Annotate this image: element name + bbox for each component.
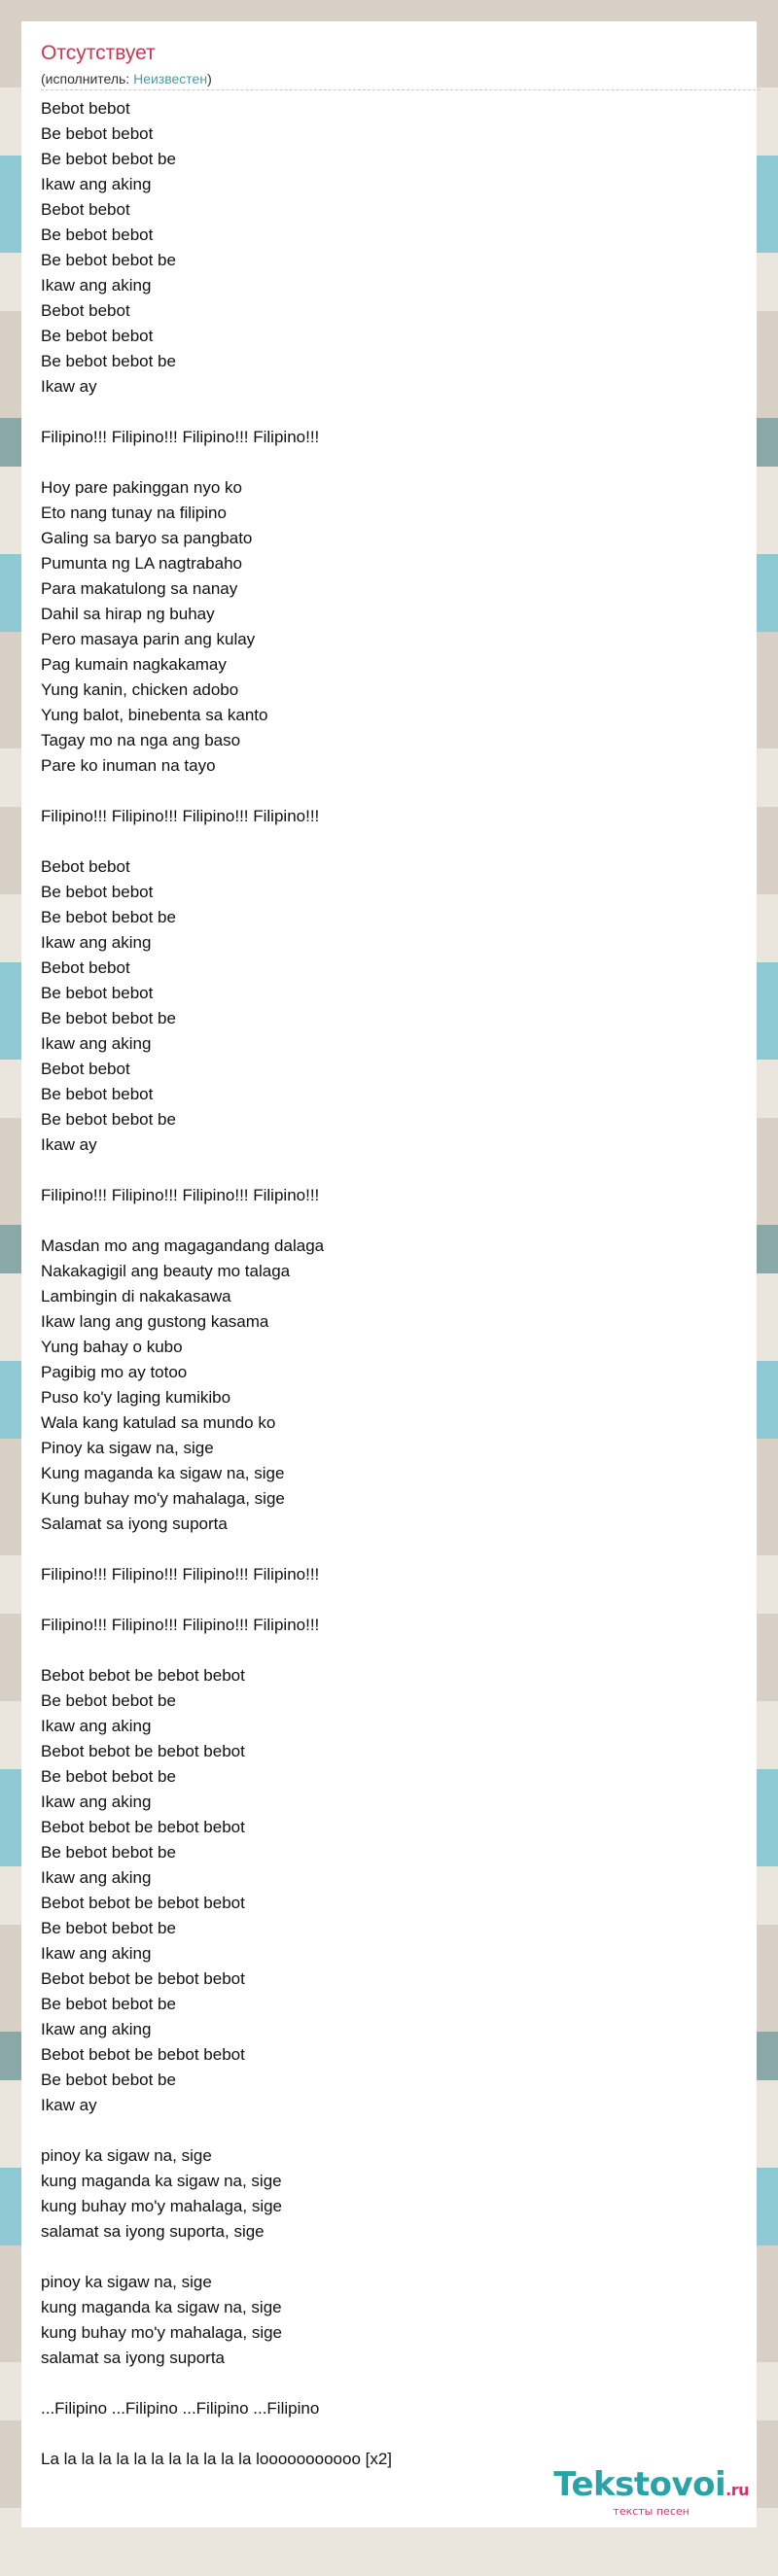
- lyrics-line: Bebot bebot: [41, 1060, 130, 1078]
- lyrics-line: Be bebot bebot: [41, 124, 154, 143]
- lyrics-line: Eto nang tunay na filipino: [41, 504, 227, 522]
- lyrics-line: Pero masaya parin ang kulay: [41, 630, 256, 648]
- lyrics-blank-line: [41, 2421, 737, 2447]
- lyrics-line: kung maganda ka sigaw na, sige: [41, 2172, 282, 2190]
- lyrics-line: Galing sa baryo sa pangbato: [41, 529, 253, 547]
- lyrics-line: Nakakagigil ang beauty mo talaga: [41, 1262, 291, 1280]
- lyrics-line: Filipino!!! Filipino!!! Filipino!!! Filipino!!!: [41, 1616, 320, 1634]
- lyrics-blank-line: [41, 2245, 737, 2270]
- lyrics-line: Be bebot bebot be: [41, 1995, 176, 2013]
- lyrics-line: ...Filipino ...Filipino ...Filipino ...Filipino: [41, 2399, 320, 2418]
- lyrics-line: Ikaw ay: [41, 1135, 97, 1154]
- lyrics-line: Tagay mo na nga ang baso: [41, 731, 241, 749]
- lyrics-line: Hoy pare pakinggan nyo ko: [41, 478, 242, 497]
- lyrics-blank-line: [41, 1537, 737, 1562]
- lyrics-line: kung maganda ka sigaw na, sige: [41, 2298, 282, 2316]
- lyrics-line: Be bebot bebot be: [41, 1843, 176, 1862]
- lyrics-line: Bebot bebot be bebot bebot: [41, 2045, 245, 2064]
- lyrics-line: Ikaw ang aking: [41, 1793, 152, 1811]
- lyrics-line: Bebot bebot: [41, 99, 130, 118]
- lyrics-blank-line: [41, 829, 737, 854]
- lyrics-line: salamat sa iyong suporta, sige: [41, 2222, 265, 2241]
- lyrics-line: Ikaw ay: [41, 2096, 97, 2114]
- lyrics-line: Kung buhay mo'y mahalaga, sige: [41, 1489, 285, 1508]
- lyrics-line: Pagibig mo ay totoo: [41, 1363, 188, 1381]
- lyrics-line: kung buhay mo'y mahalaga, sige: [41, 2323, 283, 2342]
- lyrics-line: Pumunta ng LA nagtrabaho: [41, 554, 242, 573]
- lyrics-line: Ikaw ang aking: [41, 2020, 152, 2038]
- logo-tagline: тексты песен: [613, 2505, 690, 2518]
- site-logo[interactable]: [553, 2467, 749, 2518]
- lyrics-line: Ikaw ang aking: [41, 1717, 152, 1735]
- lyrics-blank-line: [41, 400, 737, 425]
- lyrics-line: Yung balot, binebenta sa kanto: [41, 706, 268, 724]
- lyrics-line: Pinoy ka sigaw na, sige: [41, 1439, 214, 1457]
- lyrics-line: Filipino!!! Filipino!!! Filipino!!! Filipino!!!: [41, 1565, 320, 1584]
- song-title: Отсутствует: [41, 42, 156, 64]
- lyrics-line: Ikaw lang ang gustong kasama: [41, 1312, 269, 1331]
- artist-link[interactable]: Неизвестен: [133, 71, 208, 87]
- lyrics-line: Yung bahay o kubo: [41, 1338, 183, 1356]
- lyrics-line: pinoy ka sigaw na, sige: [41, 2273, 212, 2291]
- lyrics-line: Lambingin di nakakasawa: [41, 1287, 231, 1305]
- lyrics-line: Be bebot bebot be: [41, 908, 176, 926]
- lyrics-line: Ikaw ang aking: [41, 1868, 152, 1887]
- lyrics-line: Be bebot bebot: [41, 883, 154, 901]
- logo-tld: .ru: [725, 2481, 749, 2499]
- lyrics-line: Be bebot bebot be: [41, 1767, 176, 1786]
- lyrics-line: Be bebot bebot be: [41, 1009, 176, 1027]
- lyrics-line: Be bebot bebot be: [41, 150, 176, 168]
- artist-suffix: ): [207, 71, 212, 87]
- lyrics-line: Bebot bebot: [41, 200, 130, 219]
- lyrics-line: Bebot bebot: [41, 857, 130, 876]
- lyrics-blank-line: [41, 779, 737, 804]
- lyrics-line: Masdan mo ang magagandang dalaga: [41, 1236, 325, 1255]
- lyrics-line: Wala kang katulad sa mundo ko: [41, 1413, 276, 1432]
- logo-wordmark: [553, 2467, 749, 2508]
- lyrics-blank-line: [41, 2371, 737, 2396]
- lyrics-line: Bebot bebot be bebot bebot: [41, 1666, 245, 1685]
- lyrics-line: Kung maganda ka sigaw na, sige: [41, 1464, 285, 1482]
- lyrics-line: Ikaw ay: [41, 377, 97, 396]
- lyrics-line: Ikaw ang aking: [41, 933, 152, 952]
- logo-main-text: Tekstovoi: [553, 2465, 726, 2504]
- lyrics-line: Bebot bebot be bebot bebot: [41, 1742, 245, 1760]
- lyrics-line: Be bebot bebot: [41, 327, 154, 345]
- lyrics-line: Ikaw ang aking: [41, 175, 152, 193]
- lyrics-line: Ikaw ang aking: [41, 276, 152, 295]
- artist-line: [41, 70, 760, 90]
- lyrics-blank-line: [41, 1158, 737, 1183]
- lyrics-line: Be bebot bebot be: [41, 1110, 176, 1129]
- lyrics-line: Ikaw ang aking: [41, 1034, 152, 1053]
- artist-prefix: (исполнитель:: [41, 71, 134, 87]
- lyrics-line: Pag kumain nagkakamay: [41, 655, 227, 674]
- lyrics-line: pinoy ka sigaw na, sige: [41, 2146, 212, 2165]
- lyrics-line: Bebot bebot: [41, 301, 130, 320]
- lyrics-text: [41, 96, 737, 2472]
- lyrics-card: [21, 21, 757, 2527]
- lyrics-line: Ikaw ang aking: [41, 1944, 152, 1963]
- lyrics-blank-line: [41, 2118, 737, 2143]
- lyrics-line: Filipino!!! Filipino!!! Filipino!!! Filipino!!!: [41, 1186, 320, 1204]
- lyrics-line: Bebot bebot be bebot bebot: [41, 1894, 245, 1912]
- lyrics-line: salamat sa iyong suporta: [41, 2349, 225, 2367]
- lyrics-line: Be bebot bebot be: [41, 251, 176, 269]
- lyrics-line: Bebot bebot be bebot bebot: [41, 1818, 245, 1836]
- lyrics-line: Filipino!!! Filipino!!! Filipino!!! Filipino!!!: [41, 428, 320, 446]
- lyrics-line: Be bebot bebot be: [41, 1691, 176, 1710]
- lyrics-line: Be bebot bebot be: [41, 2071, 176, 2089]
- lyrics-line: Puso ko'y laging kumikibo: [41, 1388, 231, 1407]
- lyrics-blank-line: [41, 450, 737, 475]
- lyrics-line: Be bebot bebot: [41, 226, 154, 244]
- lyrics-line: Para makatulong sa nanay: [41, 579, 238, 598]
- lyrics-blank-line: [41, 1208, 737, 1234]
- lyrics-line: Be bebot bebot: [41, 1085, 154, 1103]
- lyrics-line: Be bebot bebot be: [41, 1919, 176, 1937]
- lyrics-line: kung buhay mo'y mahalaga, sige: [41, 2197, 283, 2215]
- lyrics-line: Be bebot bebot: [41, 984, 154, 1002]
- lyrics-line: Pare ko inuman na tayo: [41, 756, 216, 775]
- lyrics-line: Filipino!!! Filipino!!! Filipino!!! Filipino!!!: [41, 807, 320, 825]
- lyrics-line: Be bebot bebot be: [41, 352, 176, 370]
- lyrics-blank-line: [41, 1638, 737, 1663]
- lyrics-blank-line: [41, 1587, 737, 1613]
- lyrics-line: Yung kanin, chicken adobo: [41, 680, 239, 699]
- lyrics-line: La la la la la la la la la la la la looooooooooo [x2]: [41, 2450, 393, 2468]
- lyrics-line: Dahil sa hirap ng buhay: [41, 605, 215, 623]
- lyrics-line: Salamat sa iyong suporta: [41, 1514, 228, 1533]
- lyrics-line: Bebot bebot be bebot bebot: [41, 1969, 245, 1988]
- lyrics-line: Bebot bebot: [41, 958, 130, 977]
